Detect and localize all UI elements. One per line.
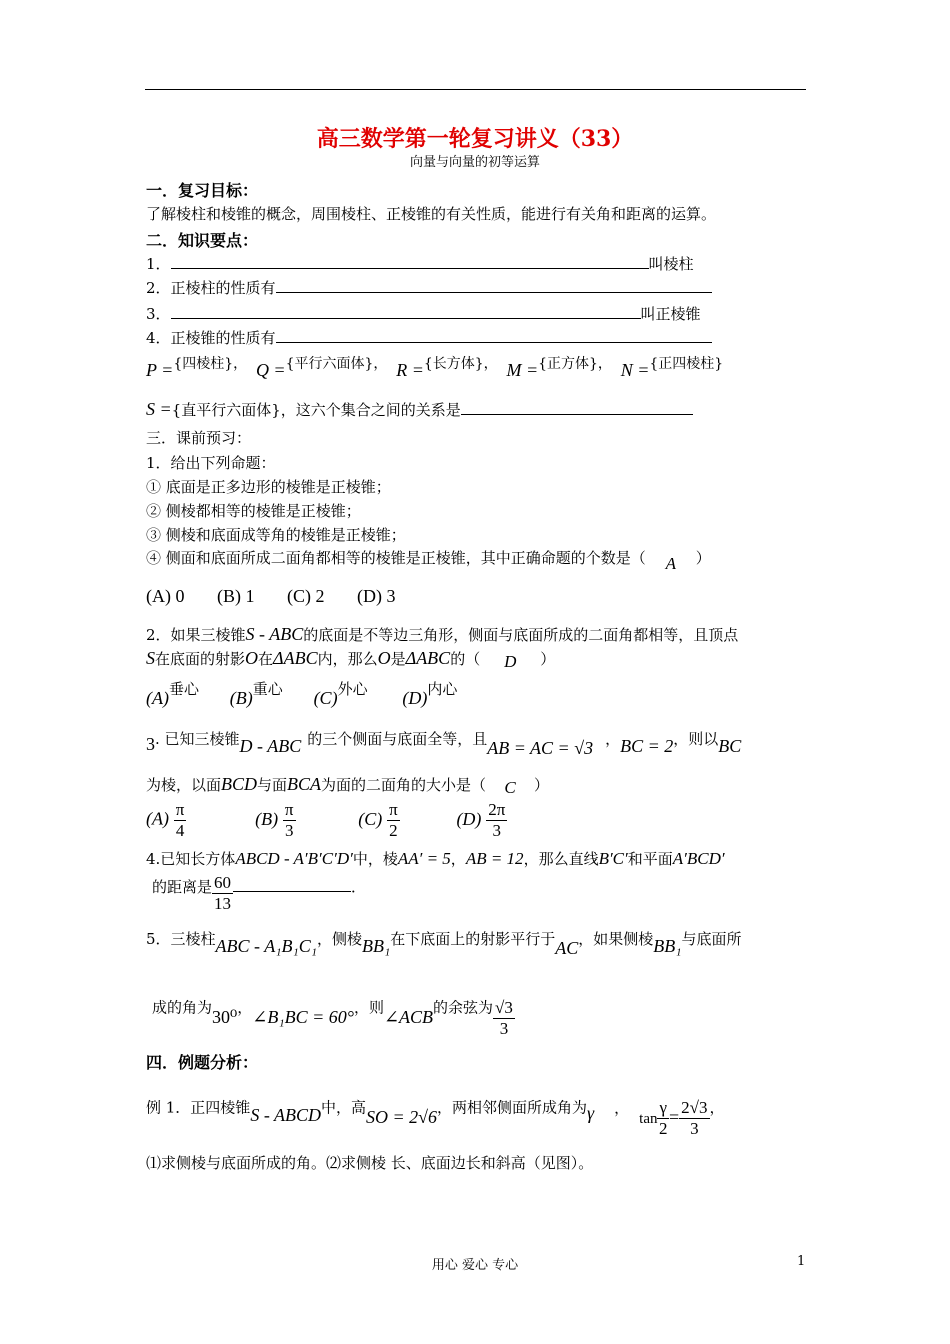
q5-math: BB₁ <box>362 936 391 956</box>
fill-blank[interactable] <box>276 328 712 343</box>
q2-text: 2．如果三棱锥 <box>146 626 246 644</box>
fraction-numerator: 60 <box>214 873 232 892</box>
ex1-text: 中，高 <box>320 1098 366 1117</box>
q4-text: 中，棱 <box>352 850 398 868</box>
q5-text: 的余弦为 <box>433 998 494 1017</box>
ex1-equals: = <box>669 1106 680 1127</box>
fraction-denominator: 3 <box>690 1119 699 1138</box>
q5-math: BB₁ <box>653 936 682 956</box>
fraction-numerator: π <box>175 800 185 819</box>
q3-text: 为棱，以面 <box>146 776 222 794</box>
q3-options <box>146 800 507 841</box>
q3-option-d-fraction <box>486 800 507 841</box>
q2-option-c-key: (C) <box>313 688 338 708</box>
q4-line-2 <box>152 873 366 914</box>
ex1-text: ， <box>614 1098 630 1117</box>
q5-answer-fraction <box>493 998 515 1039</box>
footer-slogan: 用心 爱心 专心 <box>431 1258 519 1273</box>
q3-text: ， <box>605 730 621 748</box>
q1-option-d: (D) 3 <box>357 586 396 606</box>
ex1-text: ， <box>709 1098 725 1117</box>
q3-text: 为面的二面角的大小是（ <box>321 776 487 794</box>
ex1-math: γ <box>587 1102 595 1123</box>
page-subtitle: 向量与向量的初等运算 <box>409 155 540 170</box>
q5-line-1 <box>146 928 742 958</box>
section1-text: 了解棱柱和棱锥的概念，周围棱柱、正棱锥的有关性质，能进行有关角和距离的运算。 <box>146 205 717 223</box>
example1-line-1 <box>146 1088 725 1138</box>
q2-math: ΔABC <box>405 648 451 668</box>
item-text: 4．正棱锥的性质有 <box>146 329 276 347</box>
set-s-value: {直平行六面体}，这六个集合之间的关系是 <box>171 401 461 419</box>
section1-heading: 一．复习目标： <box>146 181 259 200</box>
q3-option-b-key: (B) <box>255 808 279 829</box>
fill-blank[interactable] <box>171 304 641 319</box>
q5-text: ，则 <box>353 998 384 1017</box>
q1-proposition-4 <box>146 547 711 573</box>
q1-stem: 1．给出下列命题： <box>146 454 276 472</box>
ex1-value-fraction <box>679 1098 709 1139</box>
ex1-math: SO = 2√6 <box>366 1106 438 1127</box>
q5-math: 30⁰ <box>212 1006 238 1027</box>
q1-option-c: (C) 2 <box>287 586 325 606</box>
q1-option-b: (B) 1 <box>217 586 255 606</box>
set-p-label: P = <box>146 360 174 380</box>
item-number: 3． <box>146 305 171 323</box>
q3-math: BC <box>718 736 742 756</box>
q4-math: ABCD - A′B′C′D′ <box>235 849 353 868</box>
fraction-denominator: 3 <box>284 821 294 840</box>
q3-option-a-fraction <box>174 800 187 841</box>
fraction-denominator: 2 <box>658 1119 668 1138</box>
q4-text: ． <box>351 877 367 896</box>
set-m-value: {正方体}， <box>538 356 612 372</box>
set-relations-line <box>146 399 693 420</box>
item-text: 2．正棱柱的性质有 <box>146 279 276 297</box>
header-rule <box>145 89 806 90</box>
q4-text: ， <box>450 850 466 868</box>
q5-math: ∠ACB <box>383 1006 434 1027</box>
fraction-denominator: 2 <box>389 821 398 840</box>
q3-text: 与面 <box>257 776 288 794</box>
q2-answer: D <box>504 652 517 671</box>
ex1-gamma-fraction <box>657 1098 669 1139</box>
q2-text: 在底面的射影 <box>155 650 246 668</box>
q5-math: AC <box>555 938 579 958</box>
q2-text: 是 <box>390 650 406 668</box>
q2-option-a-key: (A) <box>146 688 169 708</box>
q3-line-1 <box>146 728 742 758</box>
q1-option-a: (A) 0 <box>146 586 185 606</box>
q3-option-d-key: (D) <box>456 808 482 829</box>
q1-proposition-1: ① 底面是正多边形的棱锥是正棱锥； <box>146 478 391 496</box>
q5-math: ∠B₁BC = 60° <box>252 1006 354 1027</box>
q4-math: A′BCD′ <box>672 849 725 868</box>
q3-text: ，则以 <box>673 730 719 748</box>
q5-text: 在下底面上的射影平行于 <box>390 930 556 948</box>
fill-blank[interactable] <box>171 254 649 269</box>
q2-text: 的底面是不等边三角形，侧面与底面所成的二面角都相等，且顶点 <box>303 626 739 644</box>
knowledge-item-3 <box>146 303 701 324</box>
q2-math: S - ABC <box>245 624 304 644</box>
set-definitions <box>146 356 724 381</box>
q3-text: 的三个侧面与底面全等，且 <box>307 730 488 748</box>
set-p-value: {四棱柱}， <box>173 356 248 372</box>
q5-text: 5．三棱柱 <box>146 930 216 948</box>
q4-answer-fraction <box>212 873 233 914</box>
q1-answer: A <box>665 554 676 573</box>
q5-text: 与底面所 <box>681 930 742 948</box>
q5-line-2 <box>152 988 515 1038</box>
q4-text: ，那么直线 <box>523 850 599 868</box>
page-number: 1 <box>797 1254 806 1269</box>
fraction-numerator: √3 <box>495 998 513 1017</box>
q2-math: S <box>146 648 155 668</box>
fraction-denominator: 3 <box>499 1019 509 1038</box>
q3-answer: C <box>504 778 516 797</box>
q2-option-b-value: 重心 <box>252 680 283 698</box>
q2-option-a-value: 垂心 <box>168 680 199 698</box>
set-r-value: {长方体}， <box>423 356 498 372</box>
example1-line-2: ⑴求侧棱与底面所成的角。⑵求侧棱 长、底面边长和斜高（见图）。 <box>146 1154 594 1172</box>
fraction-denominator: 4 <box>175 821 185 840</box>
q4-math: AB = 12 <box>465 849 524 868</box>
q3-math: D - ABC <box>239 736 302 756</box>
q5-text: ， <box>237 998 253 1017</box>
fraction-numerator: γ <box>659 1098 667 1117</box>
item-suffix: 叫棱柱 <box>648 255 694 273</box>
q5-text: ，侧棱 <box>316 930 362 948</box>
q5-math: ABC - A₁B₁C₁ <box>215 936 317 956</box>
fraction-denominator: 3 <box>492 821 502 840</box>
q3-math: BCA <box>287 774 322 794</box>
q5-text: 成的角为 <box>152 998 213 1017</box>
q2-option-d-key: (D) <box>402 688 428 708</box>
q2-line-1 <box>146 624 738 645</box>
q2-math: O <box>245 648 259 668</box>
q3-option-c-key: (C) <box>358 808 383 829</box>
fraction-numerator: 2π <box>488 800 506 819</box>
ex1-math: S - ABCD <box>250 1104 321 1125</box>
q2-text: 的（ <box>450 650 481 668</box>
q3-close-paren: ） <box>534 776 550 794</box>
fill-blank[interactable] <box>276 278 712 293</box>
q2-options <box>146 678 458 708</box>
fraction-denominator: 13 <box>214 894 232 913</box>
q1-options <box>146 586 396 607</box>
section4-heading: 四．例题分析： <box>146 1053 259 1072</box>
set-q-label: Q = <box>255 360 286 380</box>
ex1-text: 例 1．正四棱锥 <box>146 1098 251 1117</box>
ex1-tan: tan <box>639 1110 658 1127</box>
knowledge-item-4 <box>146 327 712 348</box>
q1-proposition-3: ③ 侧棱和底面成等角的棱锥是正棱锥； <box>146 526 406 544</box>
q3-math: BC = 2 <box>620 736 674 756</box>
item-suffix: 叫正棱锥 <box>640 305 701 323</box>
q3-option-b-fraction <box>283 800 296 841</box>
q2-close-paren: ） <box>540 650 556 668</box>
q3-option-a-key: (A) <box>146 808 169 829</box>
q3-number: 3 <box>146 734 155 754</box>
q2-option-b-key: (B) <box>229 688 253 708</box>
q2-option-d-value: 内心 <box>427 680 458 698</box>
q3-math: BCD <box>221 774 258 794</box>
q4-text: 4.已知长方体 <box>146 850 236 868</box>
q2-text: 内，那么 <box>317 650 378 668</box>
q1-close-paren: ） <box>695 549 711 567</box>
q2-option-c-value: 外心 <box>337 680 368 698</box>
fill-blank[interactable] <box>233 877 351 892</box>
q3-option-c-fraction <box>387 800 400 841</box>
q3-text: . 已知三棱锥 <box>155 730 240 748</box>
fraction-numerator: π <box>284 800 294 819</box>
q3-math: AB = AC = √3 <box>487 738 594 758</box>
q4-text: 和平面 <box>627 850 673 868</box>
ex1-text: ，两相邻侧面所成角为 <box>437 1098 588 1117</box>
fill-blank[interactable] <box>461 400 693 415</box>
set-s-label: S = <box>146 399 172 419</box>
page-title: 高三数学第一轮复习讲义（33） <box>316 126 634 152</box>
set-n-value: {正四棱柱} <box>649 356 724 372</box>
q1-proposition-2: ② 侧棱都相等的棱锥是正棱锥； <box>146 502 361 520</box>
set-m-label: M = <box>506 360 539 380</box>
q2-line-2 <box>146 648 555 669</box>
q4-math: B′C′ <box>598 849 628 868</box>
knowledge-item-1 <box>146 253 694 274</box>
item-number: 1． <box>146 255 171 273</box>
q2-text: 在 <box>258 650 274 668</box>
section2-heading: 二．知识要点： <box>146 231 259 250</box>
fraction-numerator: 2√3 <box>681 1098 708 1117</box>
set-q-value: {平行六面体}， <box>285 356 388 372</box>
q4-math: AA′ = 5 <box>397 849 451 868</box>
section3-heading: 三．课前预习： <box>146 429 252 447</box>
q2-math: O <box>377 648 391 668</box>
q2-math: ΔABC <box>273 648 318 668</box>
q5-text: ，如果侧棱 <box>578 930 654 948</box>
fraction-numerator: π <box>389 800 398 819</box>
q4-text: 的距离是 <box>152 877 213 896</box>
q3-line-2 <box>146 774 549 795</box>
set-r-label: R = <box>396 360 424 380</box>
knowledge-item-2 <box>146 277 712 298</box>
q1-prop4-text: ④ 侧面和底面所成二面角都相等的棱锥是正棱锥，其中正确命题的个数是（ <box>146 549 646 567</box>
q4-line-1 <box>146 848 725 869</box>
set-n-label: N = <box>620 360 650 380</box>
